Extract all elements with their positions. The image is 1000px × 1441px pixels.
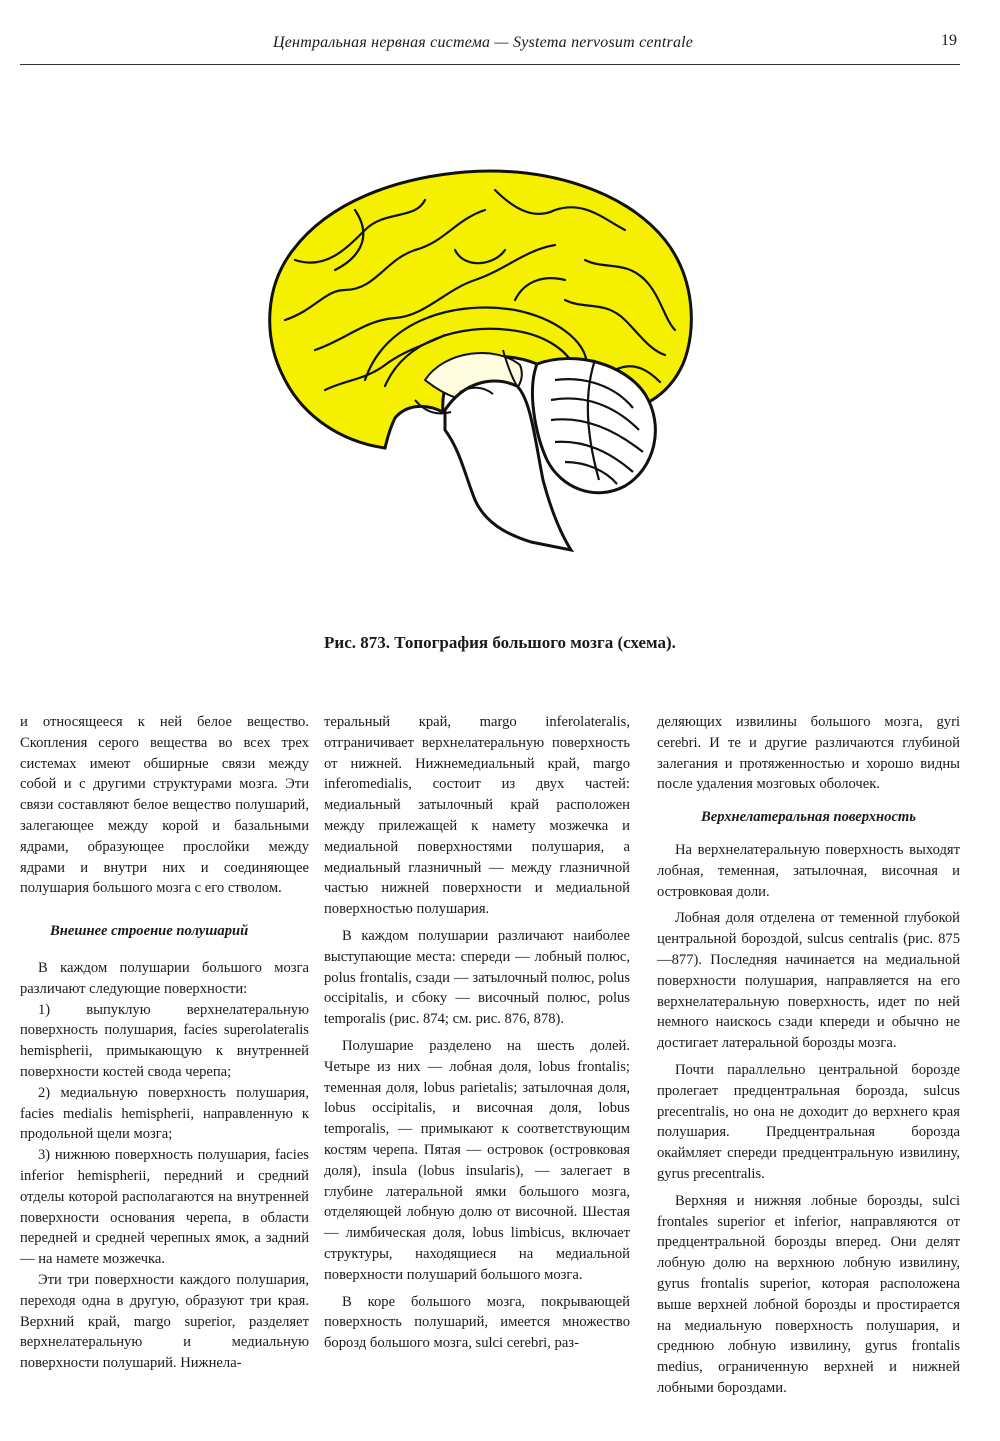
header-rule xyxy=(20,64,960,65)
paragraph: Почти параллельно центральной борозде пролегает предцентральная борозда, sulcus precentralis, но она не доходит до верхнего края полушария. Предцентральная борозда окаймляет спереди предцентральную извилину, gyrus precentralis. xyxy=(657,1061,960,1182)
paragraph: На верхнелатеральную поверхность выходят лобная, теменная, затылочная, височная и островковая доли. xyxy=(657,841,960,900)
header-title: Центральная нервная система — Systema nervosum centrale xyxy=(273,34,694,51)
running-header xyxy=(20,28,960,68)
paragraph: теральный край, margo inferolateralis, отграничивает верхнелатеральную поверхность от нижней. Нижнемедиальный край, margo inferomedialis, состоит из двух частей: медиальный затылочный край расположен между прилежащей к намету мозжечка и медиальной поверхностями полушария, а медиальный глазничный — между глазничной частью нижней поверхности и медиальной поверхностью полушария. xyxy=(324,714,630,918)
text-column-3 xyxy=(657,712,960,1399)
paragraph: В каждом полушарии различают наиболее выступающие места: спереди — лобный полюс, polus frontalis, сзади — затылочный полюс, polus occipitalis, и сбоку — височный полюс, polus temporalis (рис. 874; см. рис. 876, 878). xyxy=(324,927,630,1028)
paragraph: Лобная доля отделена от теменной глубокой центральной бороздой, sulcus centralis (рис. 875—877). Последняя начинается на медиальной поверхности полушария, направляется на его верхнелатеральную поверхность, идет по ней немного наискось сзади кпереди и обычно не достигает латеральной борозды мозга. xyxy=(657,910,960,1052)
list-item: 1) выпуклую верхнелатеральную поверхность полушария, facies superolateralis hemispherii, примыкающую к внутренней поверхности костей свода черепа; xyxy=(20,1001,309,1080)
text-column-1 xyxy=(20,712,309,1374)
list-item: 2) медиальную поверхность полушария, facies medialis hemispherii, направленную к продольной щели мозга; xyxy=(20,1084,309,1143)
section-heading: Верхнелатеральная поверхность xyxy=(701,809,916,826)
paragraph: В каждом полушарии большого мозга различают следующие поверхности: xyxy=(20,959,309,997)
page-number: 19 xyxy=(941,32,957,49)
paragraph: деляющих извилины большого мозга, gyri cerebri. И те и другие различаются глубиной залегания и протяженностью и хорошо видны после удаления мозговых оболочек. xyxy=(657,714,960,793)
figure-caption: Рис. 873. Топография большого мозга (схема). xyxy=(324,633,676,652)
paragraph: Полушарие разделено на шесть долей. Четыре из них — лобная доля, lobus frontalis; теменная доля, lobus parietalis; затылочная доля, lobus occipitalis, и височная доля, lobus temporalis, — примыкают к соответствующим костям черепа. Пятая — островок (островковая доля), insula (lobus insularis), — залегает в глубине латеральной ямки большого мозга, отделяющей лобную долю от височной. Шестая — лимбическая доля, lobus limbicus, включает структуры, находящиеся на медиальной поверхности полушарий большого мозга. xyxy=(324,1037,630,1283)
brain-illustration xyxy=(255,150,715,560)
paragraph: Эти три поверхности каждого полушария, переходя одна в другую, образуют три края. Верхний край, margo superior, разделяет верхнелатеральную и медиальную поверхности полушарий. Нижнела- xyxy=(20,1271,309,1372)
list-item: 3) нижнюю поверхность полушария, facies inferior hemispherii, передний и средний отделы которой располагаются на внутренней поверхности основания черепа, в области передней и средней черепных ямок, а задний — на намете мозжечка. xyxy=(20,1147,309,1268)
paragraph: и относящееся к ней белое вещество. Скопления серого вещества во всех трех системах имеют обширные связи между собой и с другими структурами мозга. Эти связи составляют белое вещество полушарий, залегающее между корой и базальными ядрами, образующее прослойки между ядрами и внутри них и соединяющее полушария большого мозга с его стволом. xyxy=(20,714,309,897)
paragraph: Верхняя и нижняя лобные борозды, sulci frontales superior et inferior, направляются от предцентральной борозды вперед. Они делят лобную долю на верхнюю лобную извилину, gyrus frontalis superior, которая расположена выше верхней лобной борозды и простирается на медиальную поверхность полушария, и среднюю лобную извилину, gyrus frontalis medius, ограниченную верхней и нижней лобными бороздами. xyxy=(657,1192,960,1396)
paragraph: В коре большого мозга, покрывающей поверхность полушарий, имеется множество борозд большого мозга, sulci cerebri, раз- xyxy=(324,1293,630,1352)
text-column-2 xyxy=(324,712,630,1354)
section-heading: Внешнее строение полушарий xyxy=(50,923,249,940)
